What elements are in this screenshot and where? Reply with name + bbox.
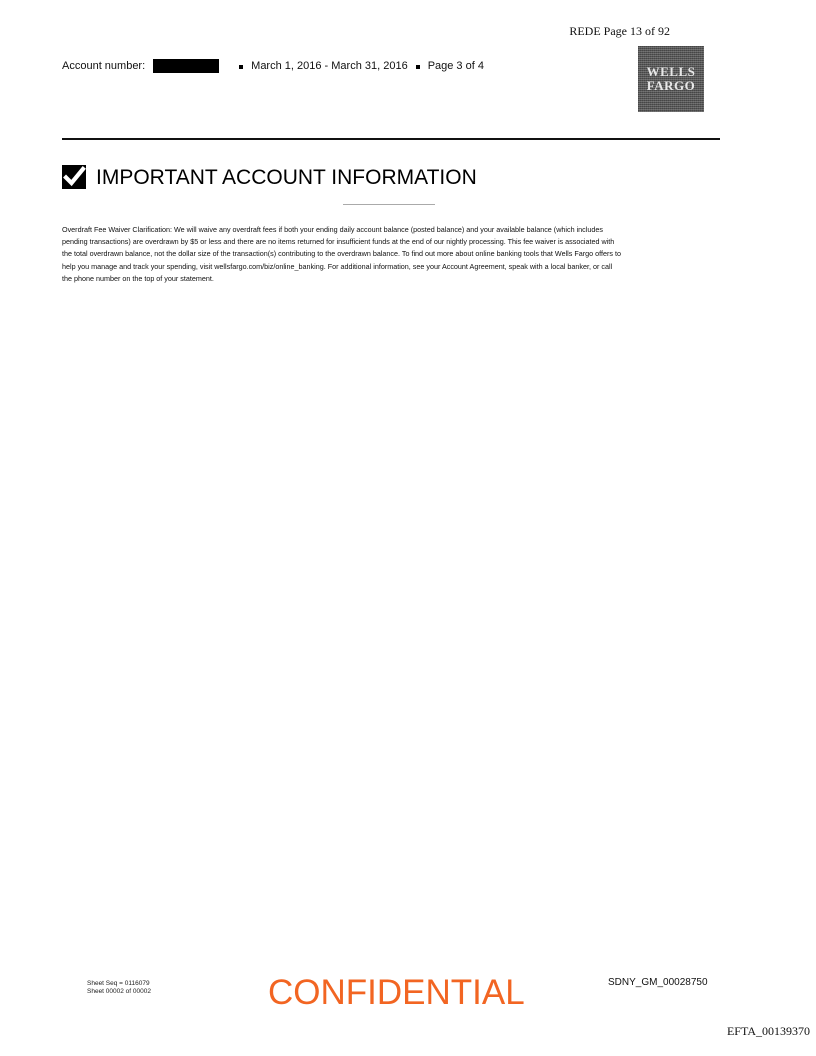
heading-underline [343, 204, 435, 205]
section-heading: IMPORTANT ACCOUNT INFORMATION [96, 166, 477, 189]
sheet-count-line: Sheet 00002 of 00002 [87, 988, 151, 995]
account-header-row [62, 59, 484, 73]
sheet-seq-line: Sheet Seq = 0116079 [87, 980, 150, 987]
bates-number: SDNY_GM_00028750 [608, 977, 708, 988]
logo-line-1: WELLS [646, 64, 696, 79]
header-divider [62, 138, 720, 140]
redacted-account-number [153, 59, 219, 73]
account-number-label: Account number: [62, 60, 146, 72]
bullet-separator [239, 65, 243, 69]
checkmark-icon [62, 165, 86, 189]
wells-fargo-logo [638, 46, 704, 112]
logo-line-2: FARGO [646, 78, 696, 93]
confidential-stamp: CONFIDENTIAL [268, 973, 525, 1012]
rede-page-number: REDE Page 13 of 92 [569, 24, 670, 38]
statement-page-number: Page 3 of 4 [427, 60, 484, 72]
bullet-separator [416, 65, 420, 69]
sheet-sequence [87, 980, 151, 996]
efta-number: EFTA_00139370 [726, 1024, 810, 1038]
overdraft-waiver-paragraph: Overdraft Fee Waiver Clarification: We will waive any overdraft fees if both your ending daily account balance (posted balance) and your available balance (which includes pending transactions) are overdrawn by $5 or less and there are no items returned for insufficient funds at the end of our nightly processing. This fee waiver is associated with the total overdrawn balance, not the dollar size of the transaction(s) contributing to the overdrawn balance. To find out more about online banking tools that Wells Fargo offers to help you manage and track your spending, visit wellsfargo.com/biz/online_banking. For additional information, see your Account Agreement, speak with a local banker, or call the phone number on the top of your statement. [62, 225, 621, 283]
statement-period: March 1, 2016 - March 31, 2016 [251, 60, 408, 72]
